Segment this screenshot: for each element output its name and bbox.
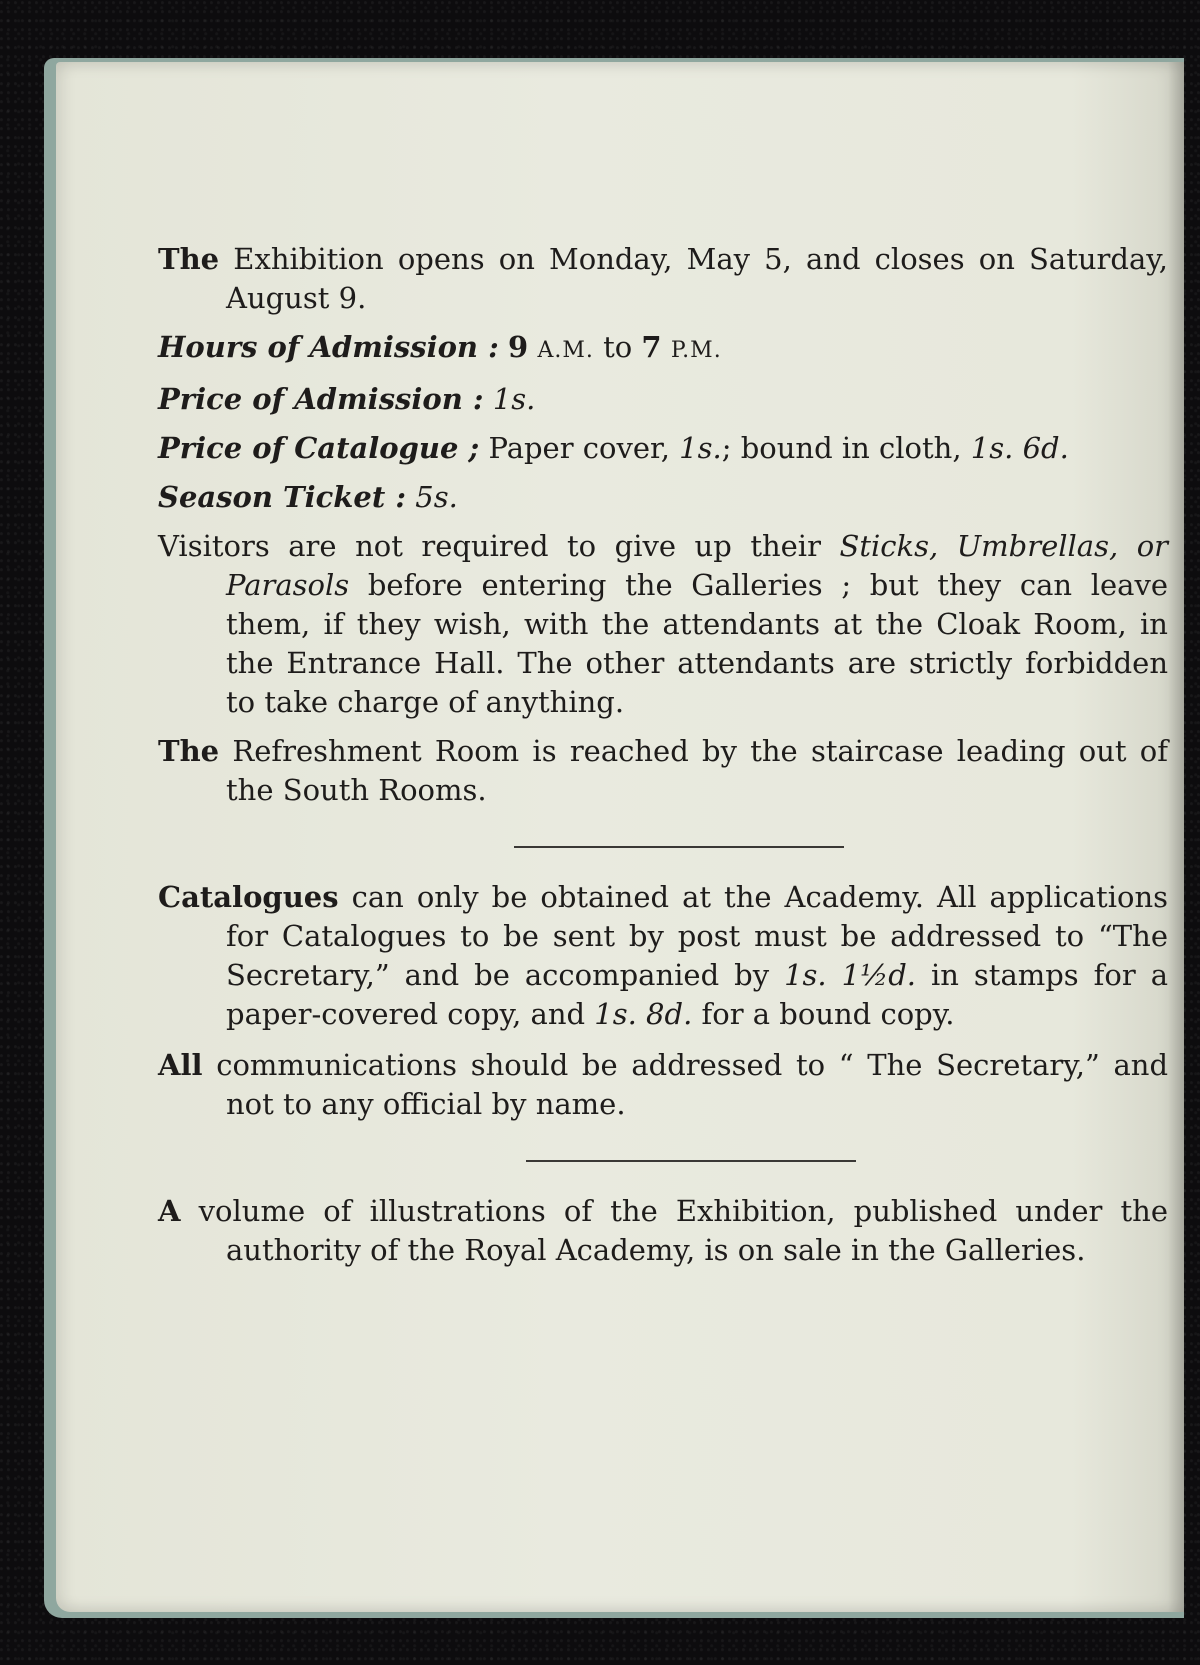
illustrations-lead: A <box>158 1194 181 1228</box>
catalogue-price <box>158 429 1168 468</box>
communications-text: communications should be addressed to “ The Secretary,” and not to any official by name. <box>216 1048 1169 1121</box>
hours-open: 9 <box>508 330 529 364</box>
hours-open-suffix: A.M. <box>537 338 594 363</box>
page-gutter-shadow <box>1168 62 1184 1612</box>
dates-text: Exhibition opens on Monday, May 5, and closes on Saturday, August 9. <box>226 242 1168 315</box>
visitors-notice <box>158 527 1168 722</box>
catalogue-paper-value: 1s. <box>679 431 722 465</box>
refreshment-lead: The <box>158 734 220 768</box>
catalogue-orders-price-bound: 1s. 8d. <box>594 997 693 1031</box>
hours-close: 7 <box>641 330 662 364</box>
section-divider <box>526 1160 856 1162</box>
catalogue-orders-text-1: can only be obtained at the Academy. All applications for Catalogues to be sent by post must be addressed to “The Secretary,” and be accompanied by <box>226 880 1168 992</box>
catalogue-orders-text-3: for a bound copy. <box>701 997 955 1031</box>
admission-price-label: Price of Admission : <box>158 382 484 416</box>
page-text <box>158 240 1168 1280</box>
catalogue-price-label: Price of Catalogue ; <box>158 431 480 465</box>
catalogue-orders-text-2: in stamps for a paper-covered copy, and <box>226 958 1169 1031</box>
admission-price-value: 1s. <box>492 382 536 416</box>
season-ticket-value: 5s. <box>415 480 458 514</box>
catalogue-orders <box>158 878 1168 1034</box>
admission-price <box>158 380 1168 419</box>
refreshment-notice <box>158 732 1168 810</box>
section-divider <box>514 846 844 848</box>
admission-hours <box>158 328 1168 370</box>
visitors-text-after: before entering the Galleries ; but they can leave them, if they wish, with the attendants at the Cloak Room, in the Entrance Hall. The other attendants are strictly forbidden to take charge of anything. <box>226 568 1169 719</box>
hours-close-suffix: P.M. <box>670 338 722 363</box>
illustrations-text: volume of illustrations of the Exhibition, published under the authority of the Royal Academy, is on sale in the Galleries. <box>198 1194 1168 1267</box>
exhibition-dates <box>158 240 1168 318</box>
catalogue-cloth-text: ; bound in cloth, <box>721 431 962 465</box>
hours-to: to <box>603 330 633 364</box>
communications-lead: All <box>158 1048 203 1082</box>
dates-lead: The <box>158 242 220 276</box>
hours-label: Hours of Admission : <box>158 330 499 364</box>
season-ticket <box>158 478 1168 517</box>
catalogue-orders-price-paper: 1s. 1½d. <box>784 958 916 992</box>
season-ticket-label: Season Ticket : <box>158 480 407 514</box>
communications-notice <box>158 1046 1168 1124</box>
illustrations-notice <box>158 1192 1168 1270</box>
catalogue-cloth-value: 1s. 6d. <box>970 431 1069 465</box>
catalogue-orders-lead: Catalogues <box>158 880 339 914</box>
refreshment-text: Refreshment Room is reached by the staircase leading out of the South Rooms. <box>226 734 1168 807</box>
catalogue-paper-text: Paper cover, <box>488 431 670 465</box>
visitors-text-before: Visitors are not required to give up their <box>158 529 821 563</box>
visitors-items: Sticks, Umbrellas, or Parasols <box>226 529 1169 602</box>
